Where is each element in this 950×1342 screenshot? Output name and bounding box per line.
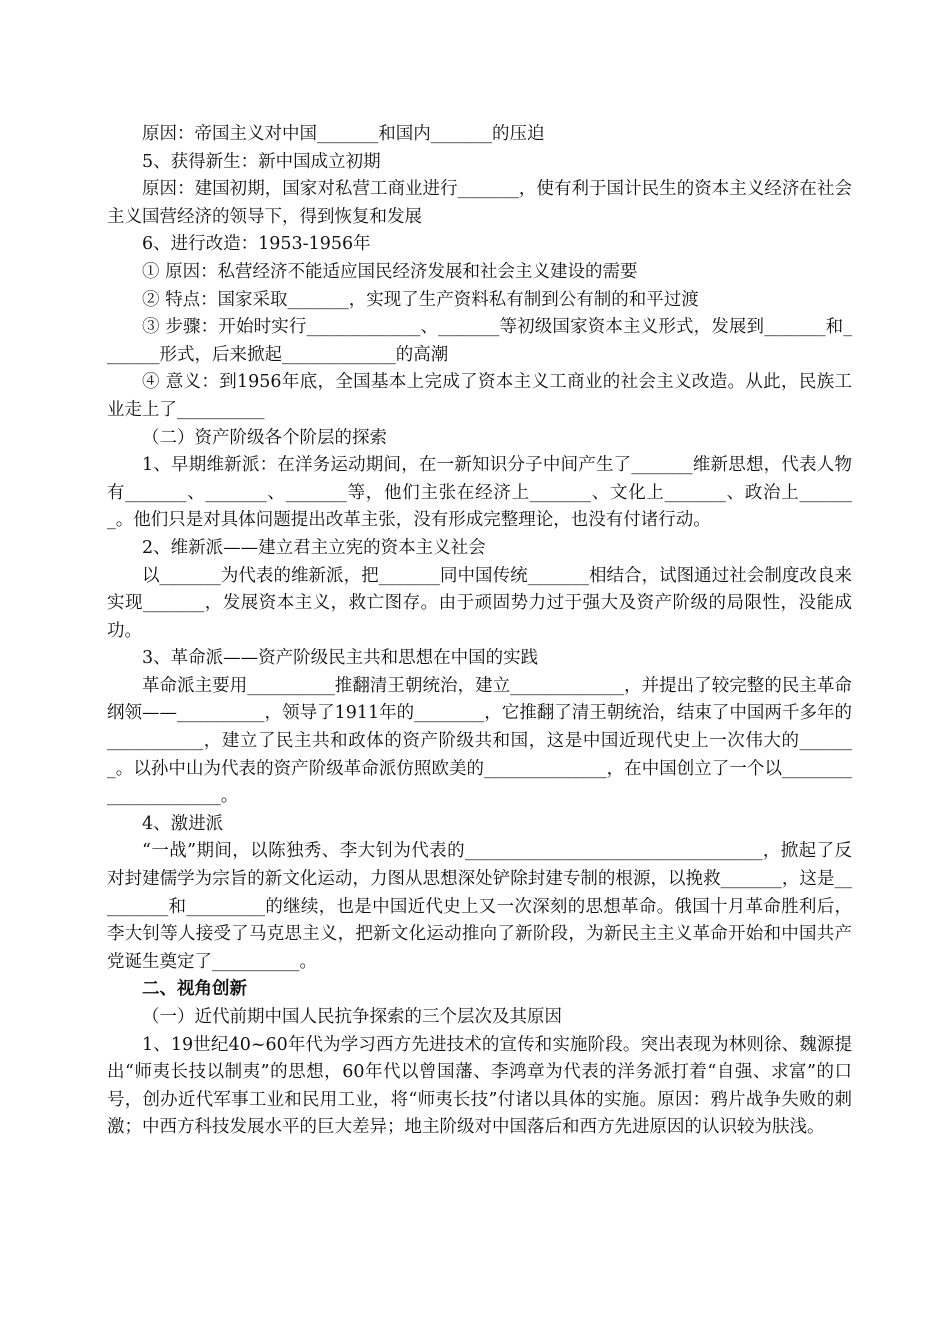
paragraph-early-reformists: 1、早期维新派：在洋务运动期间，在一新知识分子中间产生了_______维新思想，代表人物有_______、_______、_______等，他们主张在经济上_______、文化上_______、政治上_______。他们只是对具体问题提出改革主张，没有形成完整理论，也没有付诸行动。 — [107, 455, 852, 531]
paragraph-transformation-feature: ② 特点：国家采取_______，实现了生产资料私有制到公有制的和平过渡 — [142, 289, 699, 310]
paragraph-transformation-steps: ③ 步骤：开始时实行_____________、_______等初级国家资本主义形式，发展到_______和_______形式，后来掀起_____________的高潮 — [107, 317, 852, 365]
paragraph-reformists-heading: 2、维新派——建立君主立宪的资本主义社会 — [142, 537, 486, 558]
paragraph-reformists-body: 以_______为代表的维新派，把_______同中国传统_______相结合，试图通过社会制度改良来实现_______，发展资本主义，救亡图存。由于顽固势力过于强大及资产阶级的局限性，没能成功。 — [107, 565, 852, 641]
paragraph-rebirth-reason: 原因：建国初期，国家对私营工商业进行_______，使有利于国计民生的资本主义经济在社会主义国营经济的领导下，得到恢复和发展 — [107, 179, 852, 227]
paragraph-first-level: 1、19世纪40~60年代为学习西方先进技术的宣传和实施阶段。突出表现为林则徐、魏源提出“师夷长技以制夷”的思想，60年代以曾国藩、李鸿章为代表的洋务派打着“自强、求富”的口号，创办近代军事工业和民用工业，将“师夷长技”付诸以具体的实施。原因：鸦片战争失败的刺激；中西方科技发展水平的巨大差异；地主阶级对中国落后和西方先进原因的认识较为肤浅。 — [107, 1034, 852, 1138]
paragraph-radicals-heading: 4、激进派 — [142, 813, 224, 834]
paragraph-reason-oppression: 原因：帝国主义对中国_______和国内_______的压迫 — [142, 124, 545, 144]
paragraph-transformation-heading: 6、进行改造：1953-1956年 — [142, 234, 371, 255]
section-heading-bourgeoisie: （二）资产阶级各个阶层的探索 — [142, 427, 387, 448]
document-page — [107, 121, 852, 1142]
paragraph-transformation-reason: ① 原因：私营经济不能适应国民经济发展和社会主义建设的需要 — [142, 261, 638, 282]
section-heading-perspective: 二、视角创新 — [142, 979, 247, 1000]
paragraph-revolutionaries-heading: 3、革命派——资产阶级民主共和思想在中国的实践 — [142, 648, 539, 669]
paragraph-revolutionaries-body: 革命派主要用__________推翻清王朝统治，建立_____________，并提出了较完整的民主革命纲领——__________，领导了1911年的________，它推翻了清王朝统治，结束了中国两千多年的___________，建立了民主共和政体的资产阶级共和国，这是中国近现代史上一次伟大的_______。以孙中山为代表的资产阶级革命派仿照欧美的______________，在中国创立了一个以_____________________。 — [107, 675, 852, 807]
paragraph-rebirth-heading: 5、获得新生：新中国成立初期 — [142, 151, 381, 172]
subsection-heading-three-levels: （一）近代前期中国人民抗争探索的三个层次及其原因 — [142, 1007, 562, 1027]
paragraph-radicals-body: “一战”期间，以陈独秀、李大钊为代表的__________________________________，掀起了反对封建儒学为宗旨的新文化运动，力图从思想深处铲除封建专制的根源，以挽救_______，这是_________和_________的继续，也是中国近代史上又一次深刻的思想革命。俄国十月革命胜利后，李大钊等人接受了马克思主义，把新文化运动推向了新阶段，为新民主主义革命开始和中国共产党诞生奠定了__________。 — [107, 841, 852, 972]
paragraph-transformation-significance: ④ 意义：到1956年底，全国基本上完成了资本主义工商业的社会主义改造。从此，民族工业走上了__________ — [107, 372, 852, 420]
